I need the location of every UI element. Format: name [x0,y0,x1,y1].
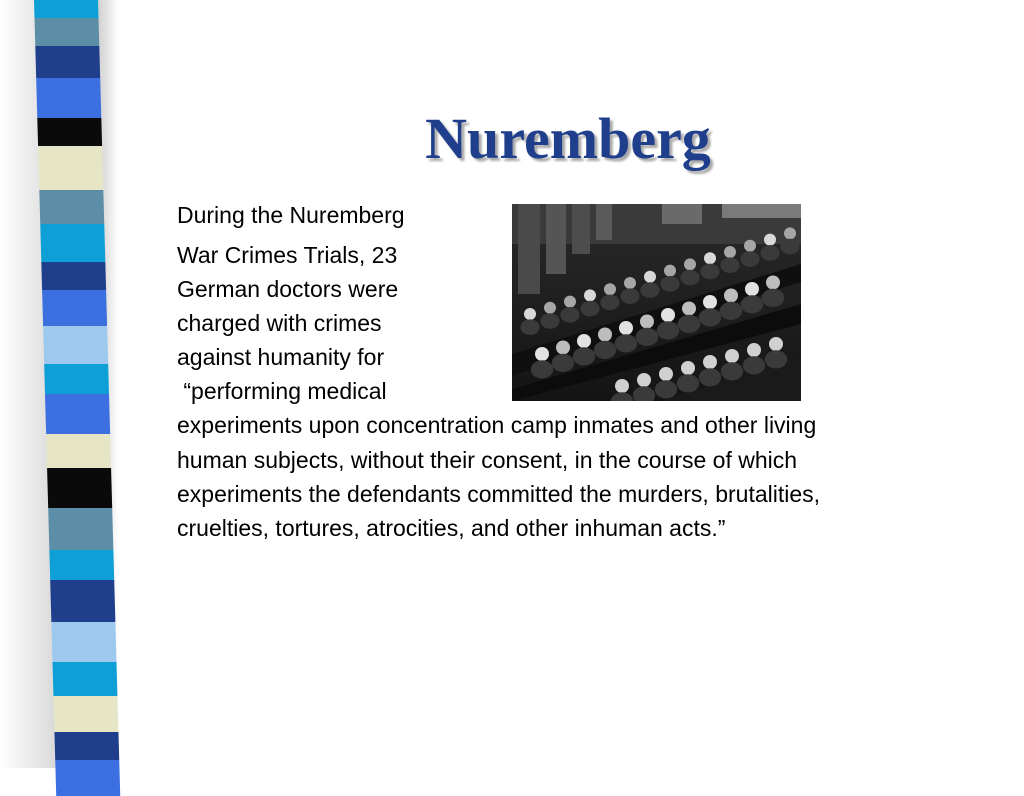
stripe-block [41,262,106,290]
body-line: against humanity for [177,344,385,370]
body-line: human subjects, without their consent, in the course of which [177,447,798,473]
stripe-block [51,622,116,662]
stripe-block [55,760,120,796]
body-line: experiments the defendants committed the murders, brutalities, [177,481,821,507]
stripe-block [38,146,103,190]
stripe-block [49,550,114,580]
stripe-block [43,326,108,364]
stripe-block [39,190,104,224]
stripe-block [42,290,107,326]
body-line: charged with crimes [177,310,382,336]
stripe-block [53,696,118,732]
stripe-block [46,434,111,468]
stripe-block [36,78,101,118]
courtroom-photo [512,204,801,401]
stripe-block [35,46,100,78]
stripe-block [48,508,113,550]
body-line: German doctors were [177,276,399,302]
body-line: experiments upon concentration camp inmates and other living [177,412,817,438]
stripe-block [35,18,100,46]
body-line: War Crimes Trials, 23 [177,242,398,268]
body-line: “performing medical [177,378,387,404]
stripe-block [34,0,99,18]
slide-title: Nuremberg [425,106,711,171]
stripe-block [40,224,105,262]
stripe-block [54,732,119,760]
stripe-block [44,364,109,394]
body-line: cruelties, tortures, atrocities, and other inhuman acts.” [177,515,726,541]
body-line: During the Nuremberg [177,202,405,228]
stripe-block [37,118,102,146]
stripe-block [50,580,115,622]
stripe-block [47,468,112,508]
stripe-block [52,662,117,696]
stripe-block [45,394,110,434]
